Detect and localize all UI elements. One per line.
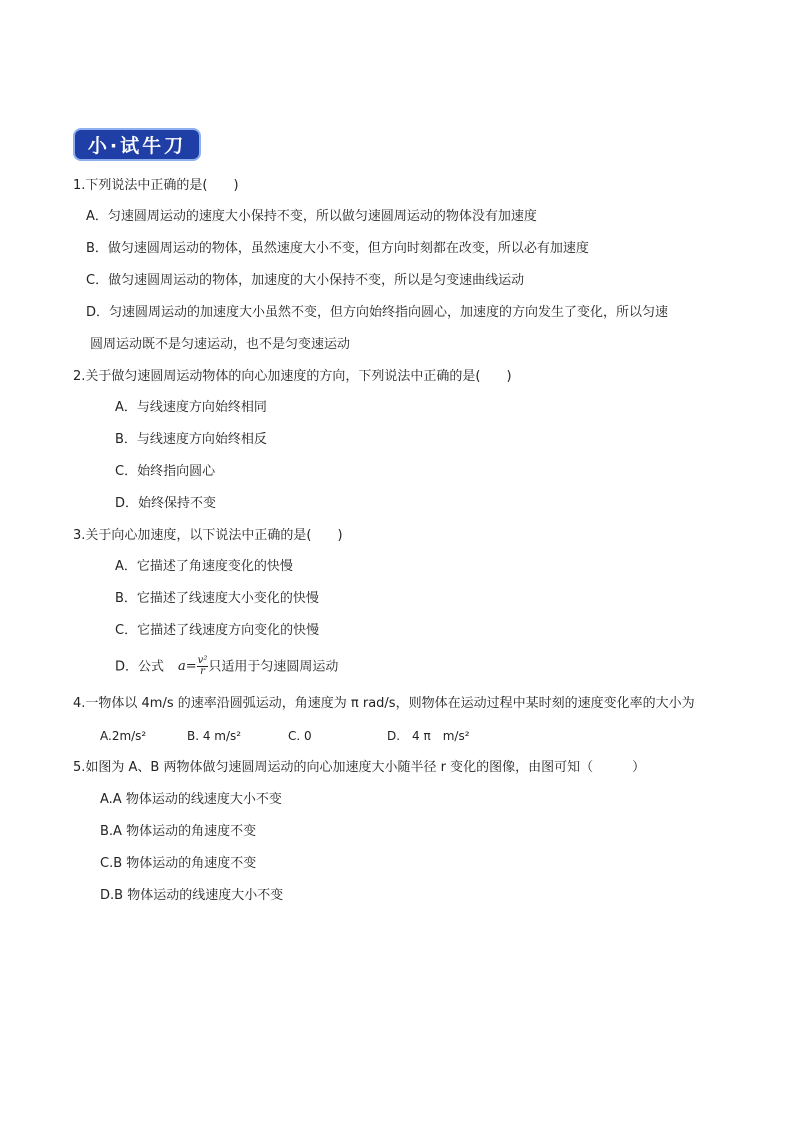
- question-5-option-b: B.A 物体运动的角速度不变: [100, 824, 257, 839]
- question-2-option-a: A．与线速度方向始终相同: [115, 400, 267, 415]
- question-1-option-a: A．匀速圆周运动的速度大小保持不变，所以做匀速圆周运动的物体没有加速度: [86, 209, 537, 224]
- question-4-option-d: D. 4 π m/s²: [387, 729, 470, 743]
- formula-lhs: a=: [178, 659, 197, 674]
- question-1-option-d-continued: 圆周运动既不是匀速运动，也不是匀变速运动: [90, 337, 351, 352]
- question-4-stem: 4.一物体以 4m/s 的速率沿圆弧运动，角速度为 π rad/s，则物体在运动过程中某时刻的速度变化率的大小为: [73, 696, 695, 711]
- question-3-option-c: C．它描述了线速度方向变化的快慢: [115, 623, 320, 638]
- question-5-option-c: C.B 物体运动的角速度不变: [100, 856, 257, 871]
- formula-denominator: r: [200, 666, 205, 677]
- question-5-stem: 5.如图为 A、B 两物体做匀速圆周运动的向心加速度大小随半径 r 变化的图像，由图可知（ ）: [73, 760, 646, 775]
- question-3-stem: 3.关于向心加速度，以下说法中正确的是( ): [73, 528, 343, 543]
- question-3-option-a: A．它描述了角速度变化的快慢: [115, 559, 293, 574]
- question-2-stem: 2.关于做匀速圆周运动物体的向心加速度的方向，下列说法中正确的是( ): [73, 369, 512, 384]
- section-badge: 小·试牛刀: [75, 130, 199, 159]
- question-4-option-c: C. 0: [288, 729, 312, 743]
- question-2-option-d: D．始终保持不变: [115, 496, 217, 511]
- question-3-option-b: B．它描述了线速度大小变化的快慢: [115, 591, 319, 606]
- question-3-option-d-prefix: D．公式: [115, 659, 165, 675]
- question-3-option-d: [115, 654, 338, 681]
- formula-numerator: v²: [197, 655, 208, 666]
- question-5-option-a: A.A 物体运动的线速度大小不变: [100, 792, 282, 807]
- question-4-option-b: B. 4 m/s²: [187, 729, 242, 743]
- formula-fraction: [197, 656, 209, 677]
- question-4-option-a: A.2m/s²: [100, 729, 147, 743]
- question-5-option-d: D.B 物体运动的线速度大小不变: [100, 888, 284, 903]
- question-1-option-b: B．做匀速圆周运动的物体，虽然速度大小不变，但方向时刻都在改变，所以必有加速度: [86, 241, 589, 256]
- question-2-option-c: C．始终指向圆心: [115, 464, 216, 479]
- question-2-option-b: B．与线速度方向始终相反: [115, 432, 267, 447]
- centripetal-formula: [178, 654, 208, 680]
- question-3-option-d-suffix: 只适用于匀速圆周运动: [208, 659, 339, 675]
- question-1-stem: 1.下列说法中正确的是( ): [73, 178, 239, 193]
- question-1-option-d: D．匀速圆周运动的加速度大小虽然不变，但方向始终指向圆心，加速度的方向发生了变化，所以匀速: [86, 305, 669, 320]
- question-1-option-c: C．做匀速圆周运动的物体，加速度的大小保持不变，所以是匀变速曲线运动: [86, 273, 525, 288]
